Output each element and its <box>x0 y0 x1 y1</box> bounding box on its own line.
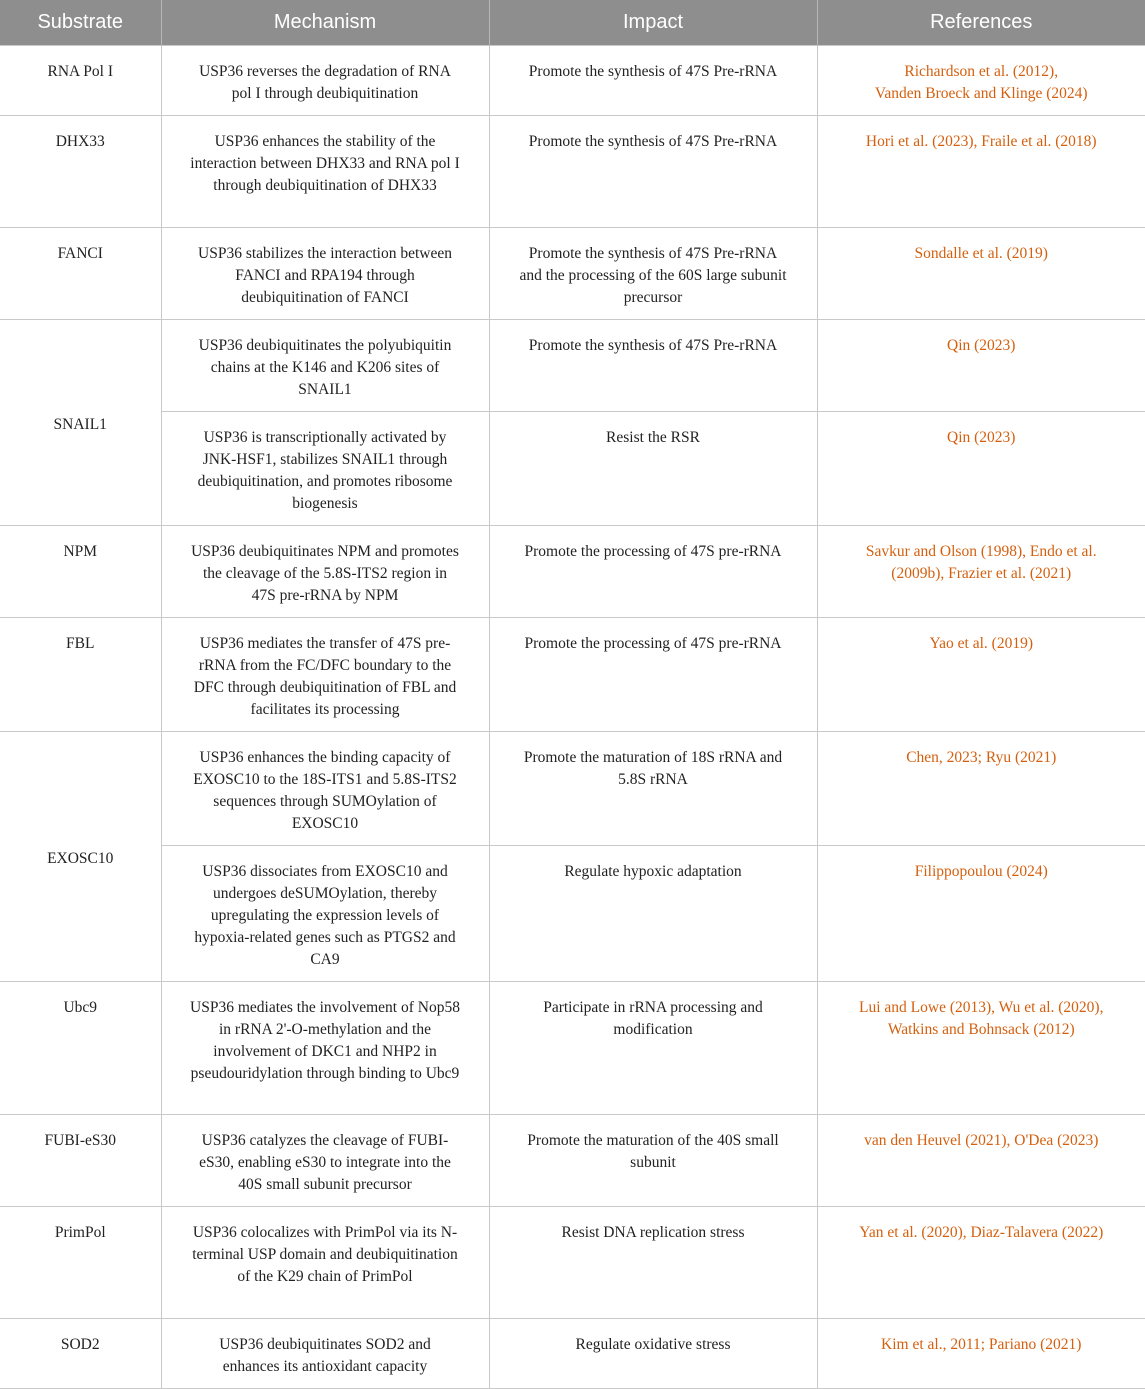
cell-impact: Promote the synthesis of 47S Pre-rRNA <box>489 45 817 115</box>
cell-impact: Promote the synthesis of 47S Pre-rRNA and the processing of the 60S large subunit precursor <box>489 227 817 319</box>
cell-references <box>817 845 1145 981</box>
cell-substrate: EXOSC10 <box>0 731 161 981</box>
cell-mechanism: USP36 is transcriptionally activated by JNK-HSF1, stabilizes SNAIL1 through deubiquitination, and promotes ribosome biogenesis <box>161 411 489 525</box>
table-header <box>0 0 1145 45</box>
cell-substrate: FBL <box>0 617 161 731</box>
table-row <box>0 1318 1145 1388</box>
table-row <box>0 115 1145 227</box>
cell-mechanism: USP36 enhances the stability of the interaction between DHX33 and RNA pol I through deubiquitination of DHX33 <box>161 115 489 227</box>
cell-mechanism: USP36 colocalizes with PrimPol via its N-terminal USP domain and deubiquitination of the K29 chain of PrimPol <box>161 1206 489 1318</box>
cell-references <box>817 981 1145 1114</box>
cell-impact: Resist DNA replication stress <box>489 1206 817 1318</box>
table-row <box>0 1206 1145 1318</box>
cell-impact: Participate in rRNA processing and modification <box>489 981 817 1114</box>
reference-link[interactable]: Lui and Lowe (2013), Wu et al. (2020), Watkins and Bohnsack (2012) <box>859 998 1104 1038</box>
table-row <box>0 227 1145 319</box>
reference-link[interactable]: Filippopoulou (2024) <box>914 862 1048 880</box>
cell-substrate: SOD2 <box>0 1318 161 1388</box>
cell-substrate: FUBI-eS30 <box>0 1114 161 1206</box>
cell-references <box>817 227 1145 319</box>
cell-mechanism: USP36 enhances the binding capacity of EXOSC10 to the 18S-ITS1 and 5.8S-ITS2 sequences through SUMOylation of EXOSC10 <box>161 731 489 845</box>
cell-mechanism: USP36 mediates the transfer of 47S pre-rRNA from the FC/DFC boundary to the DFC through deubiquitination of FBL and facilitates its processing <box>161 617 489 731</box>
header-row <box>0 0 1145 45</box>
cell-mechanism: USP36 reverses the degradation of RNA pol I through deubiquitination <box>161 45 489 115</box>
reference-link[interactable]: Chen, 2023; Ryu (2021) <box>906 748 1057 766</box>
cell-mechanism: USP36 deubiquitinates SOD2 and enhances its antioxidant capacity <box>161 1318 489 1388</box>
cell-substrate: DHX33 <box>0 115 161 227</box>
cell-references <box>817 1206 1145 1318</box>
cell-references <box>817 115 1145 227</box>
cell-substrate: PrimPol <box>0 1206 161 1318</box>
table-row <box>0 731 1145 845</box>
reference-link[interactable]: Hori et al. (2023), Fraile et al. (2018) <box>865 132 1097 150</box>
table-row <box>0 45 1145 115</box>
cell-impact: Promote the synthesis of 47S Pre-rRNA <box>489 115 817 227</box>
cell-references <box>817 617 1145 731</box>
cell-substrate: Ubc9 <box>0 981 161 1114</box>
cell-references <box>817 1318 1145 1388</box>
table-row <box>0 319 1145 411</box>
cell-impact: Promote the maturation of 18S rRNA and 5.8S rRNA <box>489 731 817 845</box>
cell-references <box>817 319 1145 411</box>
cell-substrate: NPM <box>0 525 161 617</box>
cell-references <box>817 411 1145 525</box>
reference-link[interactable]: Sondalle et al. (2019) <box>914 244 1048 262</box>
cell-references <box>817 1114 1145 1206</box>
table-row <box>0 981 1145 1114</box>
reference-link[interactable]: Yao et al. (2019) <box>929 634 1033 652</box>
cell-substrate: FANCI <box>0 227 161 319</box>
reference-link[interactable]: Kim et al., 2011; Pariano (2021) <box>881 1335 1082 1353</box>
reference-link[interactable]: Qin (2023) <box>947 336 1016 354</box>
reference-link[interactable]: Yan et al. (2020), Diaz-Talavera (2022) <box>859 1223 1104 1241</box>
cell-impact: Regulate hypoxic adaptation <box>489 845 817 981</box>
cell-mechanism: USP36 dissociates from EXOSC10 and undergoes deSUMOylation, thereby upregulating the expression levels of hypoxia-related genes such as PTGS2 and CA9 <box>161 845 489 981</box>
cell-impact: Regulate oxidative stress <box>489 1318 817 1388</box>
table-row <box>0 845 1145 981</box>
reference-link[interactable]: Richardson et al. (2012), <box>904 62 1059 80</box>
header-substrate: Substrate <box>0 0 161 45</box>
table-row <box>0 411 1145 525</box>
cell-substrate: SNAIL1 <box>0 319 161 525</box>
cell-references <box>817 731 1145 845</box>
cell-mechanism: USP36 catalyzes the cleavage of FUBI-eS30, enabling eS30 to integrate into the 40S small subunit precursor <box>161 1114 489 1206</box>
reference-link[interactable]: Vanden Broeck and Klinge (2024) <box>874 84 1088 102</box>
reference-link[interactable]: Savkur and Olson (1998), Endo et al. (2009b), Frazier et al. (2021) <box>865 542 1097 582</box>
cell-references <box>817 525 1145 617</box>
table-body <box>0 45 1145 1388</box>
cell-references <box>817 45 1145 115</box>
cell-substrate: RNA Pol I <box>0 45 161 115</box>
cell-mechanism: USP36 deubiquitinates NPM and promotes the cleavage of the 5.8S-ITS2 region in 47S pre-rRNA by NPM <box>161 525 489 617</box>
table-row <box>0 1114 1145 1206</box>
header-mechanism: Mechanism <box>161 0 489 45</box>
reference-link[interactable]: van den Heuvel (2021), O'Dea (2023) <box>864 1131 1099 1149</box>
cell-impact: Promote the maturation of the 40S small subunit <box>489 1114 817 1206</box>
cell-mechanism: USP36 mediates the involvement of Nop58 in rRNA 2'-O-methylation and the involvement of DKC1 and NHP2 in pseudouridylation through binding to Ubc9 <box>161 981 489 1114</box>
table-row <box>0 525 1145 617</box>
cell-impact: Promote the processing of 47S pre-rRNA <box>489 525 817 617</box>
header-impact: Impact <box>489 0 817 45</box>
cell-mechanism: USP36 stabilizes the interaction between FANCI and RPA194 through deubiquitination of FANCI <box>161 227 489 319</box>
cell-mechanism: USP36 deubiquitinates the polyubiquitin chains at the K146 and K206 sites of SNAIL1 <box>161 319 489 411</box>
cell-impact: Promote the synthesis of 47S Pre-rRNA <box>489 319 817 411</box>
reference-link[interactable]: Qin (2023) <box>947 428 1016 446</box>
cell-impact: Resist the RSR <box>489 411 817 525</box>
cell-impact: Promote the processing of 47S pre-rRNA <box>489 617 817 731</box>
header-references: References <box>817 0 1145 45</box>
table-row <box>0 617 1145 731</box>
